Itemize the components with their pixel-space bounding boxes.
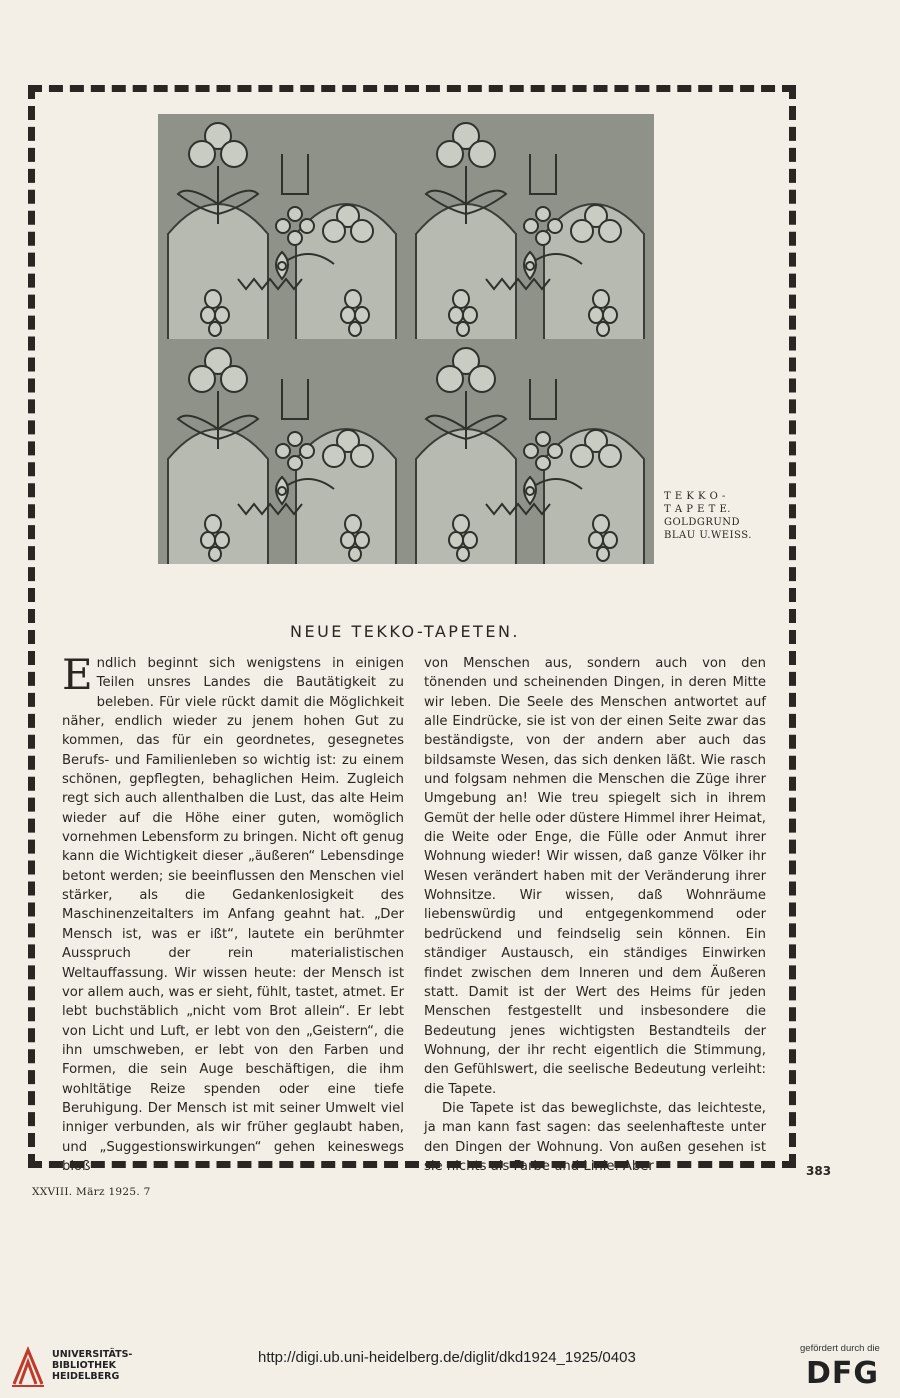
article-right-column bbox=[424, 654, 766, 1176]
left-column-text: ndlich beginnt sich wenigstens in einigen Teilen unsres Landes die Bautätigkeit zu beleben. Für viele rückt damit die Möglichkeit näher, endlich wieder zu jenem hohen Gut zu kommen, das für ein geordnetes, gesegnetes Berufs- und Familienleben so wichtig ist: zu einem schönen, gepflegten, behaglichen Heim. Zugleich regt sich auch allenthalben die Lust, das alte Heim wieder auf die Höhe einer guten, womöglich vornehmen Lebensform zu bringen. Nicht oft genug kann die Wichtigkeit dieser „äußeren“ Lebensdinge betont werden; sie beeinflussen den Menschen viel stärker, als die Gedankenlosigkeit des Maschinenzeitalters im Anfang geahnt hat. „Der Mensch ist, was er ißt“, lautete ein berühmter Ausspruch der rein materialistischen Weltauffassung. Wir wissen heute: der Mensch ist vor allem auch, was er sieht, fühlt, tastet, atmet. Er lebt buchstäblich „nicht vom Brot allein“. Er lebt von Licht und Luft, er lebt von den „Geistern“, die ihn umschweben, er lebt von den Farben und Formen, die sein Auge beschäftigen, die ihm wohltätige Reize spenden oder eine tiefe Beruhigung. Der Mensch ist mit seiner Umwelt viel inniger verbunden, als wir früher geglaubt haben, und „Suggestionswirkungen“ gehen keineswegs bloß bbox=[62, 656, 404, 1174]
article-title: NEUE TEKKO-TAPETEN. bbox=[290, 622, 520, 641]
library-name-line: HEIDELBERG bbox=[52, 1371, 120, 1382]
plate-caption bbox=[664, 490, 774, 542]
dfg-logo: DFG bbox=[806, 1356, 880, 1391]
page-number: 383 bbox=[806, 1164, 832, 1178]
drop-cap: E bbox=[62, 650, 93, 699]
library-name-line: UNIVERSITÄTS- bbox=[52, 1349, 133, 1360]
funding-label: gefördert durch die bbox=[800, 1343, 880, 1354]
article-left-column bbox=[62, 650, 404, 1176]
permalink-url[interactable]: http://digi.ub.uni-heidelberg.de/diglit/dkd1924_1925/0403 bbox=[258, 1349, 636, 1366]
digitization-footer bbox=[0, 1338, 900, 1398]
caption-line: GOLDGRUND bbox=[664, 517, 741, 528]
caption-line: BLAU U.WEISS. bbox=[664, 530, 752, 541]
right-column-paragraph-2: Die Tapete ist das beweglichste, das leichteste, ja man kann fast sagen: das seelenhafteste unter den Dingen der Wohnung. Von außen gesehen ist sie nichts als Farbe und Linie. Aber bbox=[424, 1100, 766, 1174]
caption-line: T A P E T E. bbox=[664, 504, 731, 515]
issue-line: XXVIII. März 1925. 7 bbox=[32, 1186, 151, 1198]
wallpaper-plate-image bbox=[158, 114, 654, 564]
right-column-paragraph-1: von Menschen aus, sondern auch von den tönenden und scheinenden Dingen, in deren Mitte wir leben. Die Seele des Menschen antwortet auf alle Eindrücke, sie ist von der einen Seite zwar das beständigste, von der andern aber auch das bildsamste Wesen, das sich denken läßt. Wie rasch und folgsam nehmen die Menschen die Züge ihrer Umgebung an! Wie treu spiegelt sich in ihrem Gemüt der helle oder düstere Himmel ihrer Heimat, die Weite oder Enge, die Fülle oder Anmut ihrer Wohnung wieder! Wir wissen, daß ganze Völker ihr Wesen verändert haben mit der Veränderung ihrer Wohnsitze. Wir wissen, daß Wohnräume liebenswürdig und entgegenkommend oder bedrückend und feindselig sein können. Ein ständiger Austausch, ein ständiges Einwirken findet zwischen dem Inneren und dem Äußeren statt. Damit ist der Wert des Heims für jeden Menschen festgestellt und insbesondere die Bedeutung jenes wichtigsten Bestandteils der Wohnung, der ihr recht eigentlich die Stimmung, den Gefühlswert, die seelische Bedeutung verleiht: die Tapete. bbox=[424, 656, 766, 1097]
university-library-logo-icon bbox=[10, 1346, 46, 1388]
library-name bbox=[52, 1349, 132, 1382]
library-name-line: BIBLIOTHEK bbox=[52, 1360, 116, 1371]
caption-line: T E K K O - bbox=[664, 491, 726, 502]
